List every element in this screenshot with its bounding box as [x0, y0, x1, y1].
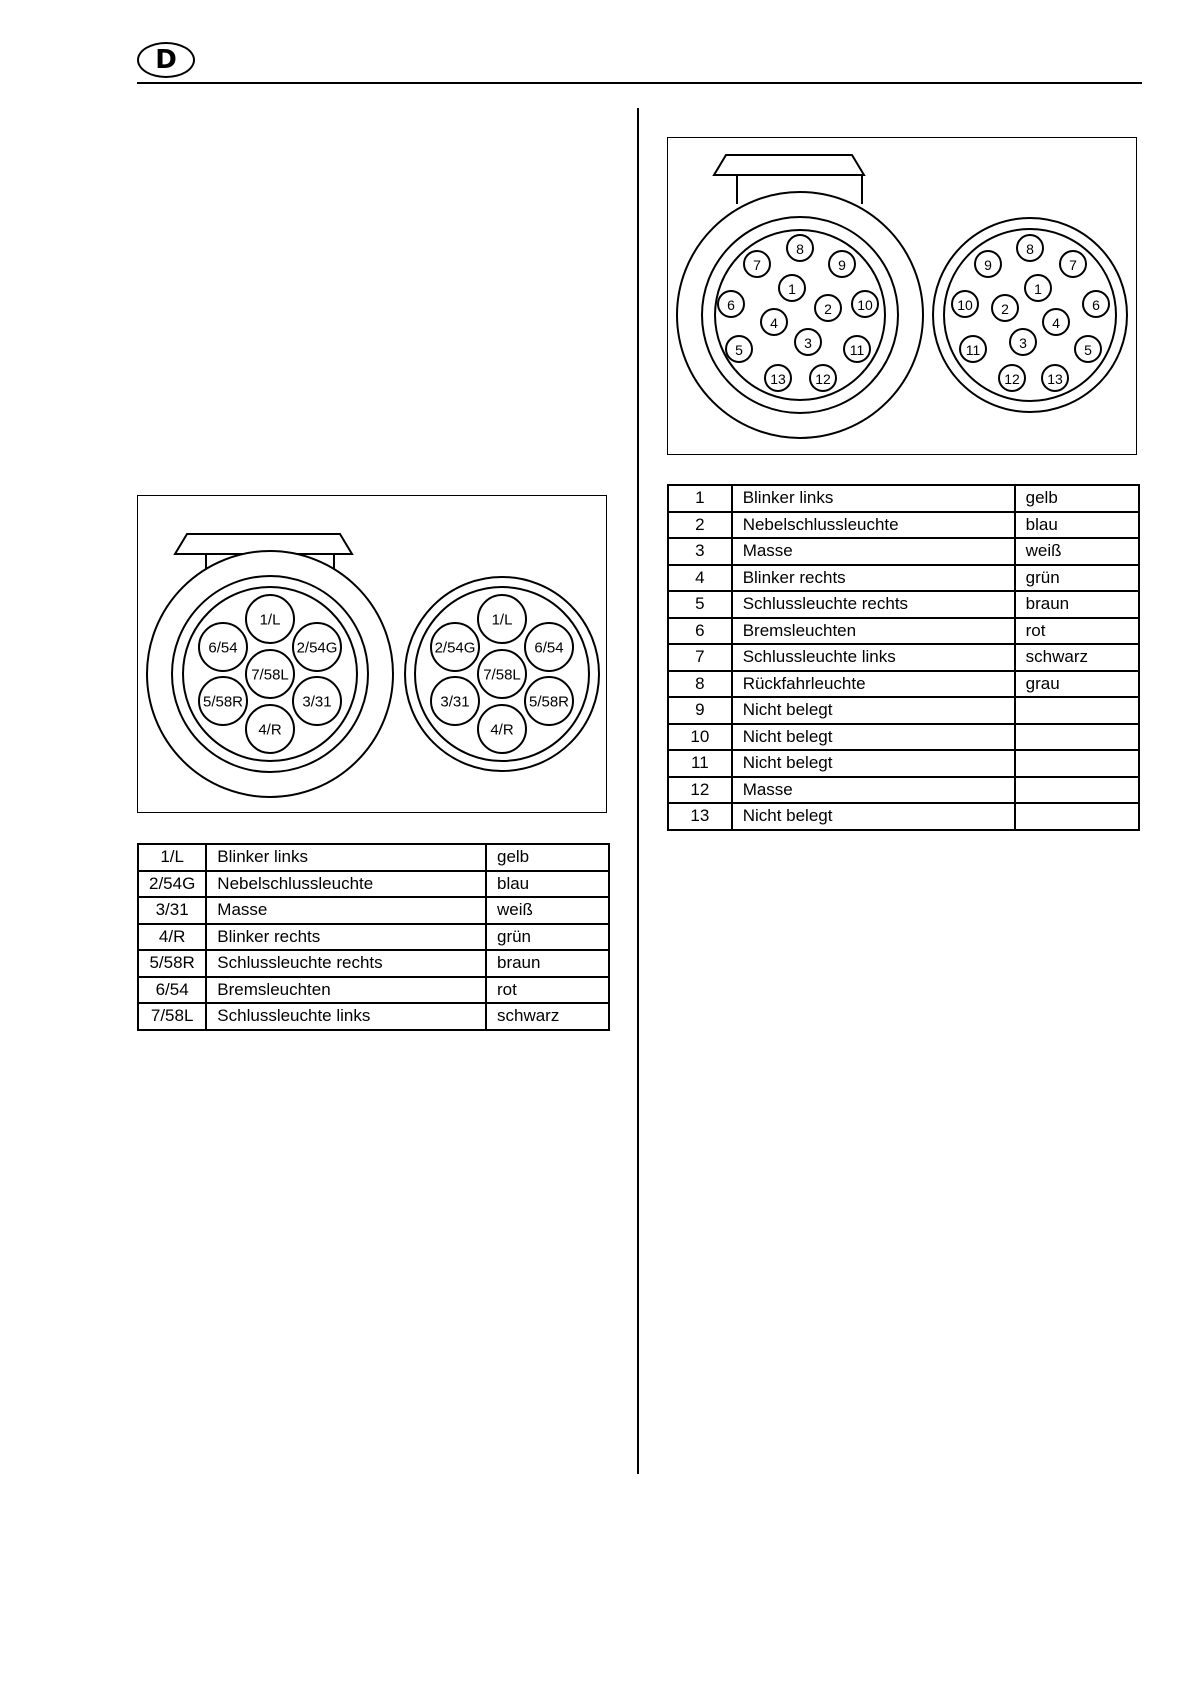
pin	[744, 251, 770, 277]
pin	[246, 650, 294, 698]
table-row	[138, 871, 609, 898]
wire-color: gelb	[486, 844, 609, 871]
pin	[431, 677, 479, 725]
pin-label: 4	[770, 315, 778, 331]
table-row	[668, 671, 1139, 698]
table-row	[668, 538, 1139, 565]
wire-color: blau	[486, 871, 609, 898]
plug-13pin-pins	[952, 235, 1109, 391]
pin-number: 9	[668, 697, 732, 724]
wire-color: schwarz	[486, 1003, 609, 1030]
pin	[999, 365, 1025, 391]
pin	[525, 677, 573, 725]
wire-color: gelb	[1015, 485, 1139, 512]
pin	[199, 623, 247, 671]
column-divider	[637, 108, 639, 1474]
pin-number: 3	[668, 538, 732, 565]
table-row	[668, 777, 1139, 804]
pin-label: 7	[753, 257, 761, 273]
pin-number: 6	[668, 618, 732, 645]
pin-label: 10	[857, 297, 873, 313]
pin-label: 4	[1052, 315, 1060, 331]
pin	[1042, 365, 1068, 391]
pin-function: Blinker rechts	[732, 565, 1015, 592]
wire-color	[1015, 777, 1139, 804]
pin-function: Schlussleuchte links	[206, 1003, 486, 1030]
header-rule	[137, 82, 1142, 84]
wire-color: grün	[486, 924, 609, 951]
pin-label: 13	[770, 371, 786, 387]
pin	[246, 705, 294, 753]
pin-number: 7/58L	[138, 1003, 206, 1030]
pin	[1010, 329, 1036, 355]
wire-color	[1015, 724, 1139, 751]
table-row	[668, 750, 1139, 777]
table-row	[138, 844, 609, 871]
pin-function: Masse	[206, 897, 486, 924]
pin-number: 5	[668, 591, 732, 618]
table-row	[138, 977, 609, 1004]
pin	[952, 291, 978, 317]
pin	[1060, 251, 1086, 277]
pin-table-7	[137, 843, 610, 1031]
pin	[478, 650, 526, 698]
pin-label: 1	[788, 281, 796, 297]
pin	[975, 251, 1001, 277]
pin	[787, 235, 813, 261]
pin-label: 3	[804, 335, 812, 351]
pin	[1075, 336, 1101, 362]
pin-function: Blinker links	[206, 844, 486, 871]
pin-label: 4/R	[490, 721, 514, 739]
wire-color: grün	[1015, 565, 1139, 592]
pin-number: 12	[668, 777, 732, 804]
pin-number: 2/54G	[138, 871, 206, 898]
pin-function: Masse	[732, 538, 1015, 565]
pin	[246, 595, 294, 643]
pin-number: 7	[668, 644, 732, 671]
pin-number: 11	[668, 750, 732, 777]
wire-color: grau	[1015, 671, 1139, 698]
pin	[478, 595, 526, 643]
pin-function: Nicht belegt	[732, 803, 1015, 830]
pin	[810, 365, 836, 391]
table-row	[138, 897, 609, 924]
table-row	[138, 1003, 609, 1030]
table-row	[668, 697, 1139, 724]
wire-color: rot	[1015, 618, 1139, 645]
pin-label: 6/54	[534, 639, 564, 657]
wire-color: braun	[1015, 591, 1139, 618]
pin	[765, 365, 791, 391]
pin-function: Nicht belegt	[732, 750, 1015, 777]
wire-color	[1015, 750, 1139, 777]
wire-color: rot	[486, 977, 609, 1004]
pin-label: 13	[1047, 371, 1063, 387]
pin-label: 6	[1092, 297, 1100, 313]
pin-function: Nicht belegt	[732, 697, 1015, 724]
pin	[199, 677, 247, 725]
pin-label: 10	[957, 297, 973, 313]
pin-function: Bremsleuchten	[206, 977, 486, 1004]
pin	[293, 623, 341, 671]
table-row	[138, 950, 609, 977]
wire-color	[1015, 697, 1139, 724]
pin	[1043, 309, 1069, 335]
pin-table-13	[667, 484, 1140, 831]
pin-label: 2/54G	[296, 639, 338, 657]
pin	[960, 336, 986, 362]
pin	[779, 275, 805, 301]
pin-function: Blinker links	[732, 485, 1015, 512]
table-row	[668, 565, 1139, 592]
table-row	[668, 485, 1139, 512]
pin-number: 1/L	[138, 844, 206, 871]
wire-color: weiß	[1015, 538, 1139, 565]
pin	[844, 336, 870, 362]
table-row	[668, 724, 1139, 751]
pin-label: 11	[849, 342, 865, 358]
pin-number: 10	[668, 724, 732, 751]
pin	[761, 309, 787, 335]
wire-color	[1015, 803, 1139, 830]
pin-label: 1/L	[491, 611, 513, 629]
pin-function: Masse	[732, 777, 1015, 804]
pin-function: Schlussleuchte links	[732, 644, 1015, 671]
table-row	[668, 644, 1139, 671]
pin-label: 3/31	[302, 693, 332, 711]
pin-label: 2	[824, 301, 832, 317]
pin-label: 8	[1026, 241, 1034, 257]
table-row	[138, 924, 609, 951]
pin-label: 4/R	[258, 721, 282, 739]
connector-7pin-diagram	[138, 496, 608, 814]
pin-function: Bremsleuchten	[732, 618, 1015, 645]
language-badge: D	[137, 42, 195, 78]
pin-label: 7/58L	[251, 666, 289, 684]
wire-color: weiß	[486, 897, 609, 924]
pin-number: 1	[668, 485, 732, 512]
table-row	[668, 803, 1139, 830]
pin-label: 5/58R	[528, 693, 570, 711]
connector-13pin-figure	[667, 137, 1137, 455]
pin-label: 9	[984, 257, 992, 273]
table-row	[668, 618, 1139, 645]
table-row	[668, 591, 1139, 618]
wire-color: blau	[1015, 512, 1139, 539]
pin-label: 6/54	[208, 639, 238, 657]
pin-function: Nicht belegt	[732, 724, 1015, 751]
plug-7pin-pins	[431, 595, 573, 753]
pin-label: 9	[838, 257, 846, 273]
pin-number: 6/54	[138, 977, 206, 1004]
pin-label: 2/54G	[434, 639, 476, 657]
pin	[829, 251, 855, 277]
pin-function: Nebelschlussleuchte	[732, 512, 1015, 539]
pin	[852, 291, 878, 317]
pin	[1017, 235, 1043, 261]
pin	[815, 295, 841, 321]
pin-label: 5/58R	[202, 693, 244, 711]
connector-13pin-diagram	[668, 138, 1138, 456]
pin-label: 3/31	[440, 693, 470, 711]
pin-function: Blinker rechts	[206, 924, 486, 951]
pin-number: 4	[668, 565, 732, 592]
pin-number: 2	[668, 512, 732, 539]
pin-label: 12	[1004, 371, 1020, 387]
pin	[992, 295, 1018, 321]
pin	[795, 329, 821, 355]
pin-number: 3/31	[138, 897, 206, 924]
pin-label: 6	[727, 297, 735, 313]
pin-label: 3	[1019, 335, 1027, 351]
pin	[718, 291, 744, 317]
pin	[1025, 275, 1051, 301]
pin-label: 11	[965, 342, 981, 358]
pin-number: 4/R	[138, 924, 206, 951]
pin-number: 8	[668, 671, 732, 698]
pin-function: Rückfahrleuchte	[732, 671, 1015, 698]
pin-function: Schlussleuchte rechts	[732, 591, 1015, 618]
pin-function: Nebelschlussleuchte	[206, 871, 486, 898]
pin-label: 1	[1034, 281, 1042, 297]
wire-color: schwarz	[1015, 644, 1139, 671]
connector-7pin-figure	[137, 495, 607, 813]
pin-label: 7	[1069, 257, 1077, 273]
pin-number: 13	[668, 803, 732, 830]
table-row	[668, 512, 1139, 539]
pin	[726, 336, 752, 362]
pin	[1083, 291, 1109, 317]
pin-label: 1/L	[259, 611, 281, 629]
wire-color: braun	[486, 950, 609, 977]
pin-label: 2	[1001, 301, 1009, 317]
pin	[293, 677, 341, 725]
pin	[431, 623, 479, 671]
pin-label: 5	[735, 342, 743, 358]
pin	[478, 705, 526, 753]
pin-number: 5/58R	[138, 950, 206, 977]
pin-label: 5	[1084, 342, 1092, 358]
pin	[525, 623, 573, 671]
pin-function: Schlussleuchte rechts	[206, 950, 486, 977]
pin-label: 8	[796, 241, 804, 257]
pin-label: 12	[815, 371, 831, 387]
pin-label: 7/58L	[483, 666, 521, 684]
